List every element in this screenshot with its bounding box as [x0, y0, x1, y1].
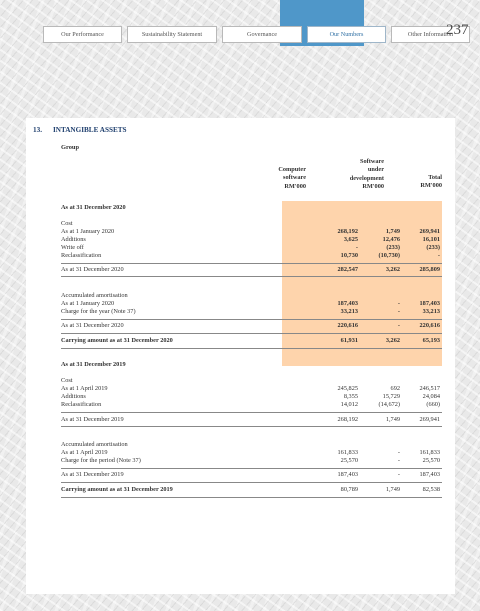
- row-label: As at 1 April 2019: [61, 449, 108, 456]
- row-label: As at 1 April 2019: [61, 385, 108, 392]
- table-row: [61, 385, 442, 393]
- table-row: [61, 486, 442, 494]
- table-row: [61, 204, 442, 212]
- divider: [61, 426, 442, 427]
- cell-software-under-development: 3,262: [385, 337, 400, 344]
- column-header-line: RM'000: [362, 183, 384, 191]
- tab-sustainability-statement[interactable]: Sustainability Statement: [127, 26, 217, 43]
- cell-computer-software: 187,403: [337, 471, 358, 478]
- cell-computer-software: -: [355, 244, 358, 251]
- cell-total: 82,538: [422, 486, 440, 493]
- row-label: Charge for the period (Note 37): [61, 457, 141, 464]
- table-row: [61, 457, 442, 465]
- row-label: Accumulated amortisation: [61, 292, 128, 299]
- table-row: [61, 292, 442, 300]
- cell-total: 220,616: [419, 322, 440, 329]
- column-header-line: Software: [359, 158, 384, 165]
- divider: [61, 319, 442, 320]
- cell-total: 65,193: [422, 337, 440, 344]
- row-label: As at 1 January 2020: [61, 300, 115, 307]
- table-row: [61, 300, 442, 308]
- table-row: [61, 266, 442, 274]
- row-label: Charge for the year (Note 37): [61, 308, 136, 315]
- table-row: [61, 471, 442, 479]
- cell-computer-software: 268,192: [337, 416, 358, 423]
- table-row: [61, 308, 442, 316]
- table-row: [61, 236, 442, 244]
- cell-total: (660): [426, 401, 440, 408]
- page-number: 237: [446, 22, 469, 38]
- cell-total: 187,403: [419, 300, 440, 307]
- tab-our-performance[interactable]: Our Performance: [43, 26, 122, 43]
- row-label: As at 31 December 2020: [61, 322, 124, 329]
- divider: [61, 468, 442, 469]
- cell-total: 269,941: [419, 416, 440, 423]
- group-label: Group: [61, 144, 79, 151]
- table-row: [61, 377, 442, 385]
- divider: [61, 333, 442, 334]
- row-label: Additions: [61, 393, 86, 400]
- cell-total: -: [437, 252, 440, 259]
- cell-total: 285,809: [419, 266, 440, 273]
- divider: [61, 348, 442, 349]
- column-header-line: Computer: [278, 166, 306, 173]
- row-label: Reclassification: [61, 401, 102, 408]
- note-title: INTANGIBLE ASSETS: [52, 126, 127, 134]
- table-row: [61, 337, 442, 345]
- cell-computer-software: 8,355: [343, 393, 358, 400]
- cell-software-under-development: 1,749: [385, 486, 400, 493]
- cell-computer-software: 245,825: [337, 385, 358, 392]
- cell-computer-software: 10,730: [340, 252, 358, 259]
- row-label: As at 31 December 2020: [61, 204, 126, 211]
- row-label: Reclassification: [61, 252, 102, 259]
- row-label: As at 31 December 2019: [61, 361, 126, 368]
- cell-computer-software: 3,625: [343, 236, 358, 243]
- table-row: [61, 228, 442, 236]
- cell-total: 33,213: [422, 308, 440, 315]
- cell-software-under-development: 15,729: [382, 393, 400, 400]
- cell-computer-software: 268,192: [337, 228, 358, 235]
- cell-software-under-development: 1,749: [385, 416, 400, 423]
- table-row: [61, 401, 442, 409]
- cell-software-under-development: -: [397, 300, 400, 307]
- cell-computer-software: 187,403: [337, 300, 358, 307]
- cell-software-under-development: 692: [390, 385, 400, 392]
- table-row: [61, 244, 442, 252]
- tab-other-information[interactable]: Other Information: [391, 26, 470, 43]
- cell-software-under-development: 1,749: [385, 228, 400, 235]
- cell-total: 246,517: [419, 385, 440, 392]
- row-label: As at 31 December 2020: [61, 266, 124, 273]
- column-header-total: [420, 174, 442, 191]
- row-label: As at 1 January 2020: [61, 228, 115, 235]
- column-header-software-under-development: [350, 158, 384, 192]
- row-label: Cost: [61, 220, 73, 227]
- tab-governance[interactable]: Governance: [222, 26, 302, 43]
- cell-software-under-development: 12,476: [382, 236, 400, 243]
- divider: [61, 497, 442, 498]
- row-label: Write off: [61, 244, 84, 251]
- table-row: [61, 441, 442, 449]
- column-header-line: RM'000: [420, 182, 442, 190]
- column-header-line: software: [283, 174, 306, 182]
- cell-computer-software: 282,547: [337, 266, 358, 273]
- row-label: Additions: [61, 236, 86, 243]
- note-number: 13.: [33, 126, 42, 134]
- cell-total: 24,084: [422, 393, 440, 400]
- table-row: [61, 322, 442, 330]
- cell-computer-software: 25,570: [340, 457, 358, 464]
- cell-software-under-development: (14,672): [378, 401, 400, 408]
- cell-computer-software: 80,789: [340, 486, 358, 493]
- row-label: Cost: [61, 377, 73, 384]
- cell-computer-software: 33,213: [340, 308, 358, 315]
- divider: [61, 412, 442, 413]
- table-row: [61, 393, 442, 401]
- table-row: [61, 449, 442, 457]
- tab-our-numbers[interactable]: Our Numbers: [307, 26, 386, 43]
- cell-software-under-development: -: [397, 449, 400, 456]
- document-page: [26, 118, 455, 594]
- cell-total: 187,403: [419, 471, 440, 478]
- note-heading: [33, 126, 127, 134]
- cell-software-under-development: (10,730): [378, 252, 400, 259]
- cell-total: 269,941: [419, 228, 440, 235]
- divider: [61, 276, 442, 277]
- cell-software-under-development: (233): [386, 244, 400, 251]
- cell-total: (233): [426, 244, 440, 251]
- row-label: As at 31 December 2019: [61, 416, 124, 423]
- cell-software-under-development: -: [397, 471, 400, 478]
- column-header-computer-software: [278, 166, 306, 191]
- section-navigation: [43, 26, 470, 43]
- cell-total: 16,101: [422, 236, 440, 243]
- cell-computer-software: 61,931: [340, 337, 358, 344]
- cell-software-under-development: -: [397, 457, 400, 464]
- table-row: [61, 220, 442, 228]
- cell-total: 161,833: [419, 449, 440, 456]
- row-label: Carrying amount as at 31 December 2020: [61, 337, 173, 344]
- column-header-line: Total: [428, 174, 442, 181]
- row-label: Carrying amount as at 31 December 2019: [61, 486, 173, 493]
- divider: [61, 482, 442, 483]
- divider: [61, 263, 442, 264]
- column-header-line: development: [349, 174, 384, 182]
- cell-computer-software: 14,012: [340, 401, 358, 408]
- table-row: [61, 416, 442, 424]
- cell-computer-software: 161,833: [337, 449, 358, 456]
- row-label: As at 31 December 2019: [61, 471, 124, 478]
- cell-software-under-development: -: [397, 322, 400, 329]
- cell-computer-software: 220,616: [337, 322, 358, 329]
- column-header-line: RM'000: [284, 182, 306, 190]
- cell-total: 25,570: [422, 457, 440, 464]
- table-row: [61, 361, 442, 369]
- table-row: [61, 252, 442, 260]
- cell-software-under-development: -: [397, 308, 400, 315]
- column-header-line: under: [367, 166, 384, 174]
- row-label: Accumulated amortisation: [61, 441, 128, 448]
- cell-software-under-development: 3,262: [385, 266, 400, 273]
